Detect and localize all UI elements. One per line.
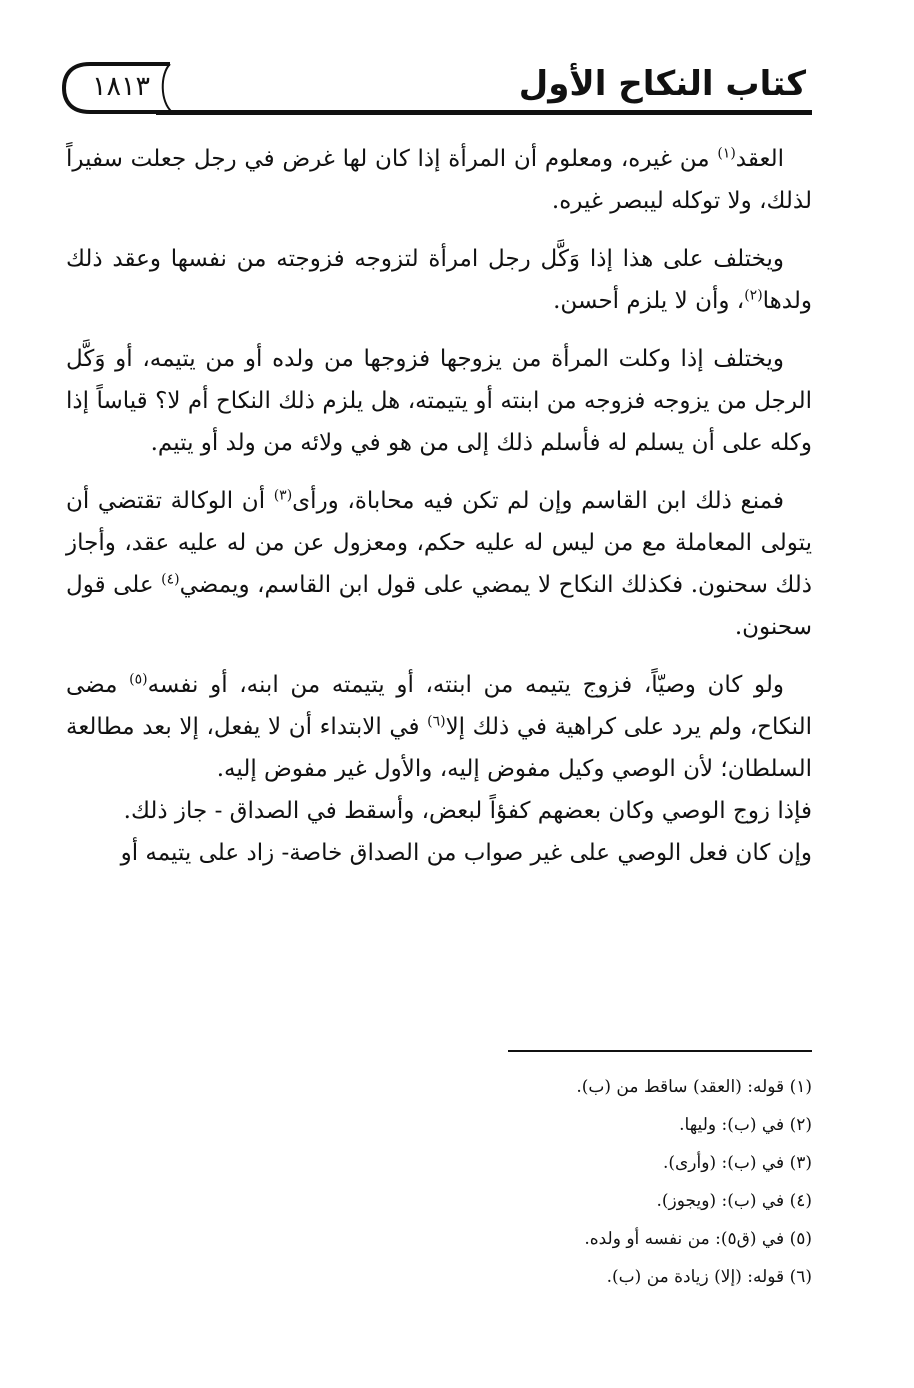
body-text (66, 138, 812, 874)
footnote-marker: (٤) (161, 571, 180, 588)
paragraph-text: مضى النكاح، ولم يرد على كراهية في ذلك إلا (66, 672, 813, 740)
paragraph-text: ويختلف على هذا إذا وَكَّل رجل امرأة لتزوجه فزوجته من نفسها وعقد ذلك ولدها (66, 246, 812, 314)
paragraph-text: ويختلف إذا وكلت المرأة من يزوجها فزوجها من ولده أو من يتيمه، أو وَكَّل الرجل من يزوجه فزوجه من ابنته أو يتيمته، هل يلزم ذلك النكاح أم لا؟ قياساً إذا وكله على أن يسلم له فأسلم ذلك إلى من هو في ولائه من ولد أو يتيم. (66, 346, 812, 456)
paragraph-text: فمنع ذلك ابن القاسم وإن لم تكن فيه محاباة، ورأى (292, 488, 784, 514)
footnote-marker: (٦) (427, 713, 446, 730)
paragraph-text: في الابتداء أن لا يفعل، إلا بعد مطالعة السلطان؛ لأن الوصي وكيل مفوض إليه، والأول غير مفوض إليه. (66, 714, 812, 782)
body-paragraph (66, 238, 812, 322)
footnote-marker: (١) (717, 145, 736, 162)
paragraph-text: العقد (735, 146, 784, 172)
body-paragraph (66, 338, 812, 464)
book-title: كتاب النكاح الأول (518, 64, 806, 104)
body-paragraph (66, 664, 812, 790)
footnote-item: (١) قوله: (العقد) ساقط من (ب). (576, 1077, 812, 1097)
page-number-frame (60, 60, 178, 116)
paragraph-text: فإذا زوج الوصي وكان بعضهم كفؤاً لبعض، وأسقط في الصداق - جاز ذلك. (123, 798, 812, 824)
paragraph-text: من غيره، ومعلوم أن المرأة إذا كان لها غرض في رجل جعلت سفيراً لذلك، ولا توكله ليبصر غيره. (66, 146, 812, 214)
footnote-marker: (٥) (129, 671, 148, 688)
footnotes (66, 1068, 812, 1296)
footnote-item: (٢) في (ب): وليها. (679, 1115, 812, 1135)
footnote-item: (٦) قوله: (إلا) زيادة من (ب). (606, 1267, 812, 1287)
paragraph-text: أن الوكالة تقتضي أن يتولى المعاملة مع من ليس له عليه حكم، ومعزول عن من له عليه عقد، وأجاز ذلك سحنون. فكذلك النكاح لا يمضي على قول ابن القاسم، ويمضي (66, 488, 813, 598)
page-number: ١٨١٣ (91, 71, 150, 102)
footnote-item: (٣) في (ب): (وأرى). (662, 1153, 812, 1173)
body-paragraph (66, 832, 812, 874)
body-paragraph (66, 480, 812, 648)
body-paragraph (66, 138, 812, 222)
paragraph-text: على قول سحنون. (66, 572, 812, 640)
body-paragraph (66, 790, 812, 832)
page-header (60, 58, 812, 120)
footnote-item: (٤) في (ب): (ويجوز). (656, 1191, 812, 1211)
footnote-separator (508, 1050, 812, 1052)
footnote-marker: (٢) (744, 287, 763, 304)
paragraph-text: ولو كان وصيّاً، فزوج يتيمه من ابنته، أو يتيمته من ابنه، أو نفسه (147, 672, 785, 698)
header-rule (156, 110, 812, 115)
footnote-item: (٥) في (ق٥): من نفسه أو ولده. (584, 1229, 812, 1249)
paragraph-text: ، وأن لا يلزم أحسن. (553, 288, 745, 314)
footnote-marker: (٣) (273, 487, 293, 504)
paragraph-text: وإن كان فعل الوصي على غير صواب من الصداق خاصة- زاد على يتيمه أو (120, 840, 812, 866)
